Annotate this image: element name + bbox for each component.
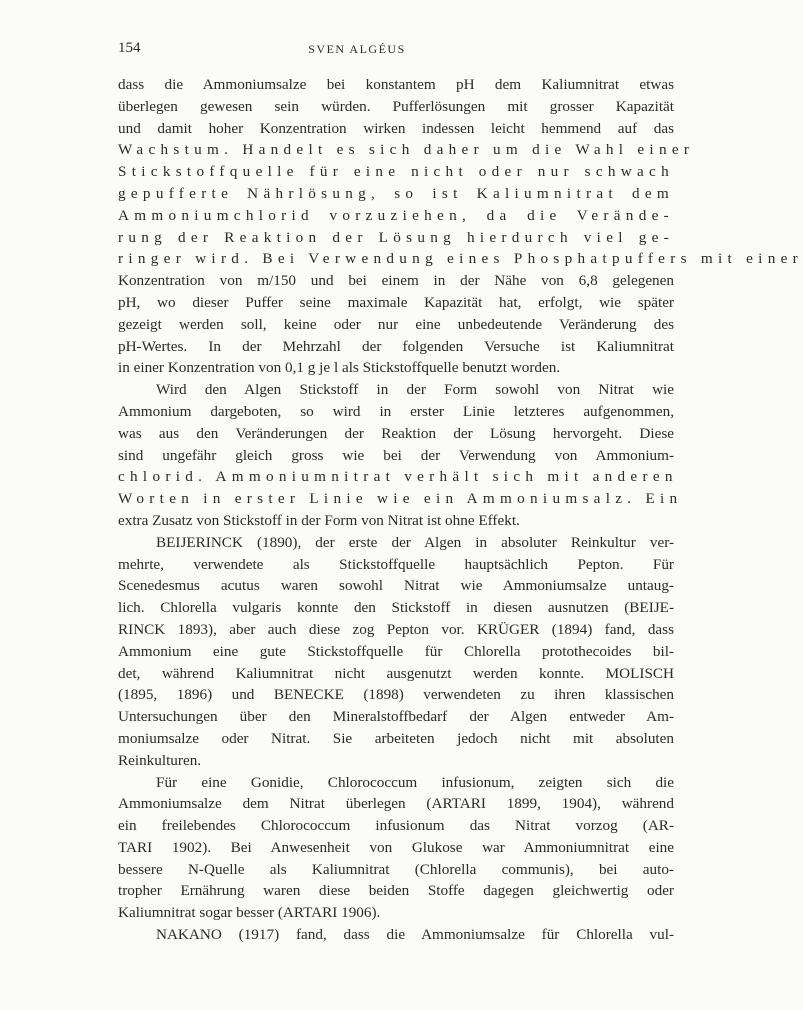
text-line: Wachstum. Handelt es sich daher um die Wahl einer xyxy=(118,141,695,159)
text-line: Ammonium dargeboten, so wird in erster Linie letzteres aufgenommen, xyxy=(118,402,674,420)
text-line: TARI 1902). Bei Anwesenheit von Glukose war Ammoniumnitrat eine xyxy=(118,838,674,856)
text-line: überlegen gewesen sein würden. Pufferlösungen mit grosser Kapazität xyxy=(118,97,674,115)
text-line: RINCK 1893), aber auch diese zog Pepton vor. KRÜGER (1894) fand, dass xyxy=(118,620,674,638)
text-line: dass die Ammoniumsalze bei konstantem pH dem Kaliumnitrat etwas xyxy=(118,76,674,93)
text-line: gepufferte Nährlösung, so ist Kaliumnitrat dem xyxy=(118,184,674,202)
text-line: Kaliumnitrat sogar besser (ARTARI 1906). xyxy=(118,904,381,922)
text-line: NAKANO (1917) fand, dass die Ammoniumsalze für Chlorella vul- xyxy=(156,926,674,944)
page-number: 154 xyxy=(118,40,141,56)
text-line: lich. Chlorella vulgaris konnte den Stickstoff in diesen ausnutzen (BEIJE- xyxy=(118,599,674,617)
text-line: in einer Konzentration von 0,1 g je l als Stickstoffquelle benutzt worden. xyxy=(118,359,561,377)
text-line: Reinkulturen. xyxy=(118,751,202,769)
text-line: chlorid. Ammoniumnitrat verhält sich mit anderen xyxy=(118,468,678,486)
text-line: Scenedesmus acutus waren sowohl Nitrat wie Ammoniumsalze untaug- xyxy=(118,577,674,595)
text-line: was aus den Veränderungen der Reaktion der Lösung hervorgeht. Diese xyxy=(118,424,674,442)
text-line: tropher Ernährung waren diese beiden Stoffe dagegen gleichwertig oder xyxy=(118,882,674,900)
text-line: Ammoniumsalze dem Nitrat überlegen (ARTARI 1899, 1904), während xyxy=(118,795,674,813)
text-line: Ammonium eine gute Stickstoffquelle für Chlorella protothecoides bil- xyxy=(118,642,674,660)
text-line: Wird den Algen Stickstoff in der Form sowohl von Nitrat wie xyxy=(156,381,674,399)
text-line: moniumsalze oder Nitrat. Sie arbeiteten jedoch nicht mit absoluten xyxy=(118,729,674,747)
text-line: Ammoniumchlorid vorzuziehen, da die Verände- xyxy=(118,206,674,224)
text-line: Worten in erster Linie wie ein Ammoniumsalz. Ein xyxy=(118,490,683,508)
text-line: extra Zusatz von Stickstoff in der Form von Nitrat ist ohne Effekt. xyxy=(118,511,520,529)
text-line: ringer wird. Bei Verwendung eines Phosphatpuffers mit einer xyxy=(118,250,803,268)
text-line: Untersuchungen über den Mineralstoffbedarf der Algen entweder Am- xyxy=(118,708,674,726)
text-line: pH-Wertes. In der Mehrzahl der folgenden Versuche ist Kaliumnitrat xyxy=(118,337,674,355)
text-line: Stickstoffquelle für eine nicht oder nur schwach xyxy=(118,163,674,181)
text-line: sind ungefähr gleich gross wie bei der Verwendung von Ammonium- xyxy=(118,446,674,464)
text-line: Für eine Gonidie, Chlorococcum infusionum, zeigten sich die xyxy=(156,773,674,791)
text-line: pH, wo dieser Puffer seine maximale Kapazität hat, erfolgt, wie später xyxy=(118,293,674,311)
text-line: mehrte, verwendete als Stickstoffquelle hauptsächlich Pepton. Für xyxy=(118,555,674,573)
text-line: ein freilebendes Chlorococcum infusionum das Nitrat vorzog (AR- xyxy=(118,817,674,835)
text-line: rung der Reaktion der Lösung hierdurch viel ge- xyxy=(118,228,674,246)
text-line: und damit hoher Konzentration wirken indessen leicht hemmend auf das xyxy=(118,119,674,137)
text-line: BEIJERINCK (1890), der erste der Algen in absoluter Reinkultur ver- xyxy=(156,533,674,551)
text-line: det, während Kaliumnitrat nicht ausgenutzt werden konnte. MOLISCH xyxy=(118,664,674,682)
text-line: gezeigt werden soll, keine oder nur eine unbedeutende Veränderung des xyxy=(118,315,674,333)
running-head: SVEN ALGÉUS xyxy=(308,42,406,56)
text-line: bessere N-Quelle als Kaliumnitrat (Chlorella communis), bei auto- xyxy=(118,860,674,878)
body-text xyxy=(118,74,803,946)
text-line: (1895, 1896) und BENECKE (1898) verwendeten zu ihren klassischen xyxy=(118,686,674,704)
text-line: Konzentration von m/150 und bei einem in der Nähe von 6,8 gelegenen xyxy=(118,272,674,290)
